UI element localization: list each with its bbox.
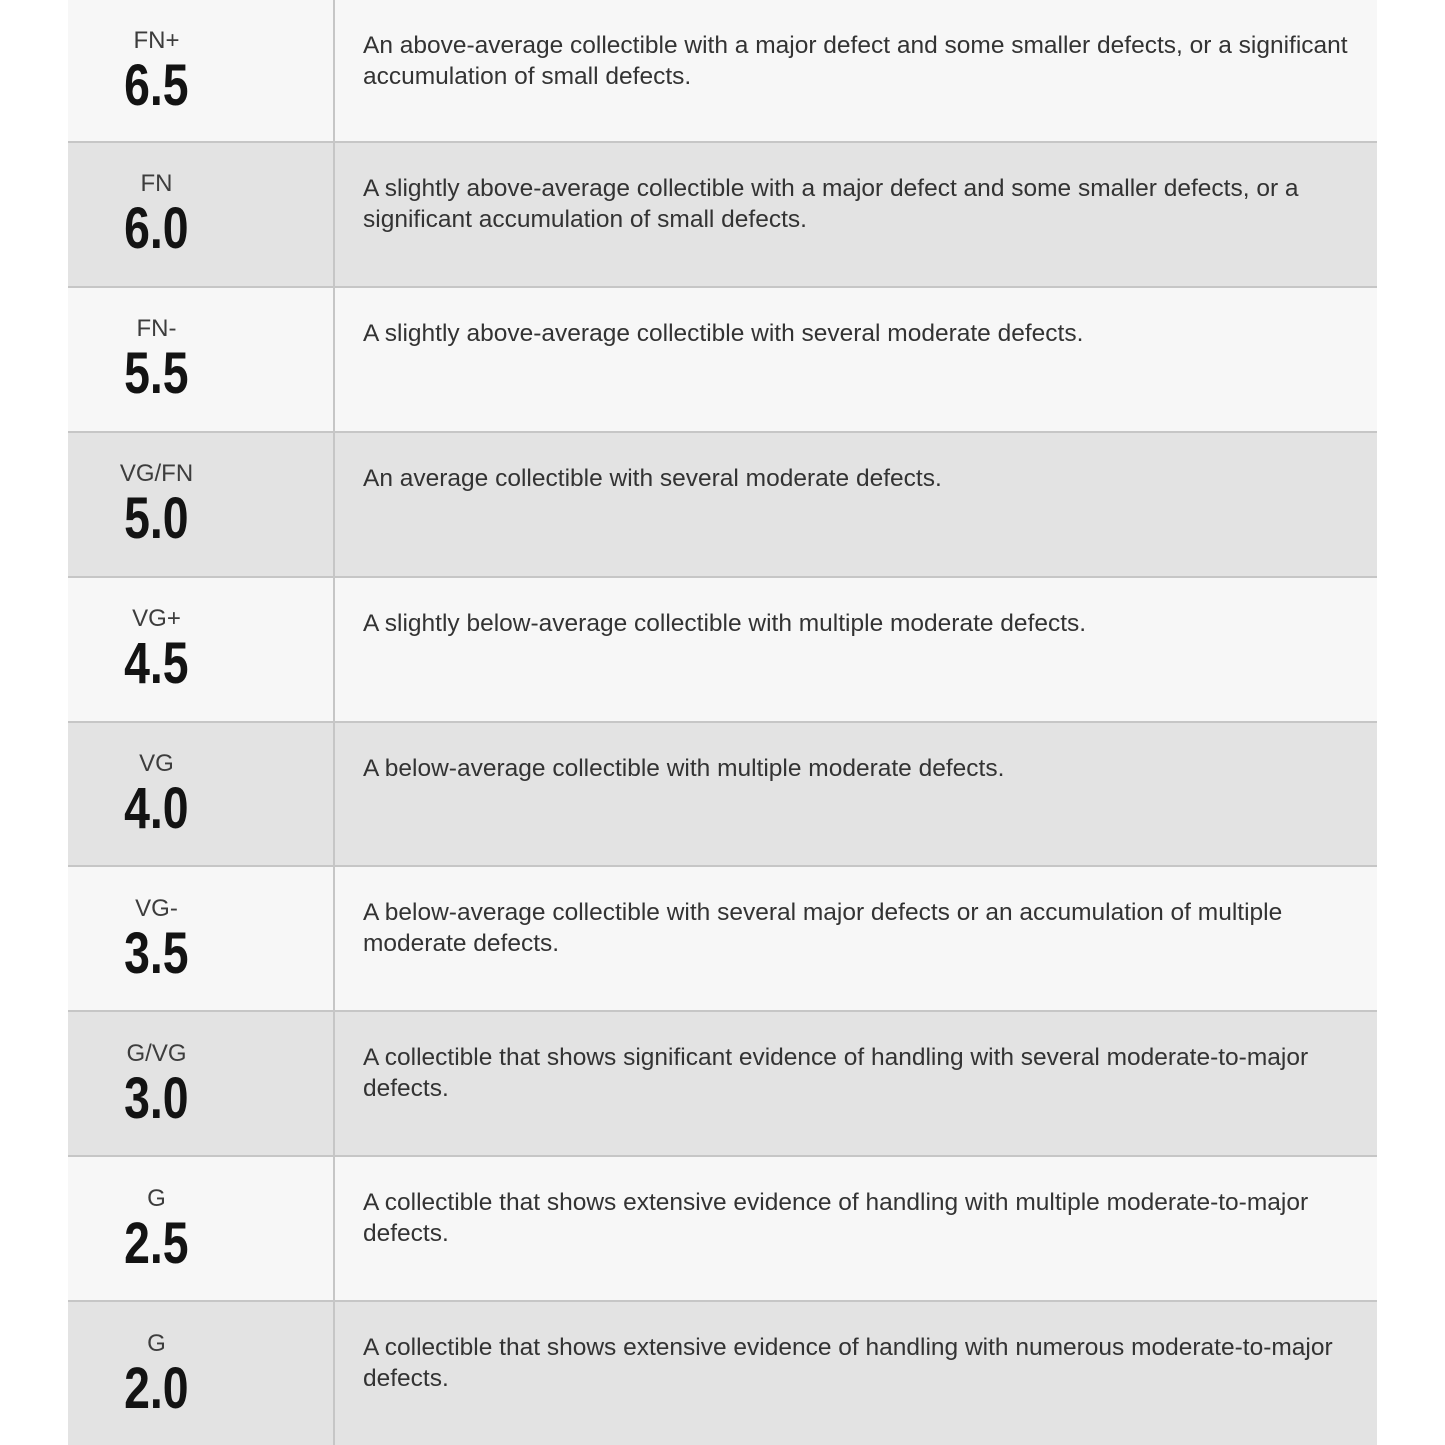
grade-label: G/VG (126, 1039, 187, 1067)
grade-row (68, 1155, 1377, 1300)
grade-number: 2.0 (124, 1355, 189, 1421)
grade-cell (68, 143, 333, 286)
grade-cell (68, 0, 333, 141)
grade-description: A below-average collectible with several major defects or an accumulation of multiple moderate defects. (333, 867, 1377, 1010)
grade-cell (68, 1012, 333, 1155)
grade-description: An above-average collectible with a major defect and some smaller defects, or a significant accumulation of small defects. (333, 0, 1377, 141)
grade-description: A collectible that shows significant evidence of handling with several moderate-to-major defects. (333, 1012, 1377, 1155)
grade-number: 6.5 (124, 52, 189, 118)
grade-row (68, 721, 1377, 866)
grade-cell (68, 1157, 333, 1300)
grade-description: A collectible that shows extensive evidence of handling with numerous moderate-to-major defects. (333, 1302, 1377, 1445)
grade-label: VG- (135, 894, 178, 922)
grading-scale-table (68, 0, 1377, 1445)
grade-row (68, 286, 1377, 431)
grade-number: 6.0 (124, 196, 189, 262)
grade-description: An average collectible with several moderate defects. (333, 433, 1377, 576)
grade-row (68, 865, 1377, 1010)
grade-description: A slightly above-average collectible with a major defect and some smaller defects, or a significant accumulation of small defects. (333, 143, 1377, 286)
grade-cell (68, 433, 333, 576)
grade-row (68, 141, 1377, 286)
grade-label: VG (139, 750, 174, 777)
grade-cell (68, 867, 333, 1010)
grade-description: A below-average collectible with multiple moderate defects. (333, 723, 1377, 866)
grade-number: 3.0 (124, 1065, 189, 1131)
grade-row (68, 431, 1377, 576)
grade-number: 5.5 (124, 341, 189, 407)
grade-description: A slightly below-average collectible with multiple moderate defects. (333, 578, 1377, 721)
grade-label: FN (140, 170, 173, 198)
grade-description: A slightly above-average collectible with several moderate defects. (333, 288, 1377, 431)
grade-number: 4.0 (124, 776, 189, 841)
grade-label: G (147, 1184, 166, 1212)
grade-row (68, 1010, 1377, 1155)
grade-row (68, 0, 1377, 141)
grade-row (68, 1300, 1377, 1445)
grade-label: FN- (136, 315, 177, 343)
grade-cell (68, 578, 333, 721)
grade-cell (68, 1302, 333, 1445)
grade-label: G (147, 1329, 166, 1357)
grade-number: 4.5 (124, 631, 189, 697)
grade-label: VG/FN (119, 460, 194, 488)
grade-number: 5.0 (124, 486, 189, 552)
grade-number: 2.5 (124, 1210, 189, 1276)
grade-label: VG+ (132, 605, 181, 633)
grade-row (68, 576, 1377, 721)
grade-number: 3.5 (124, 920, 189, 986)
grade-label: FN+ (133, 26, 180, 54)
grade-description: A collectible that shows extensive evidence of handling with multiple moderate-to-major defects. (333, 1157, 1377, 1300)
grade-cell (68, 288, 333, 431)
grade-cell (68, 723, 333, 866)
